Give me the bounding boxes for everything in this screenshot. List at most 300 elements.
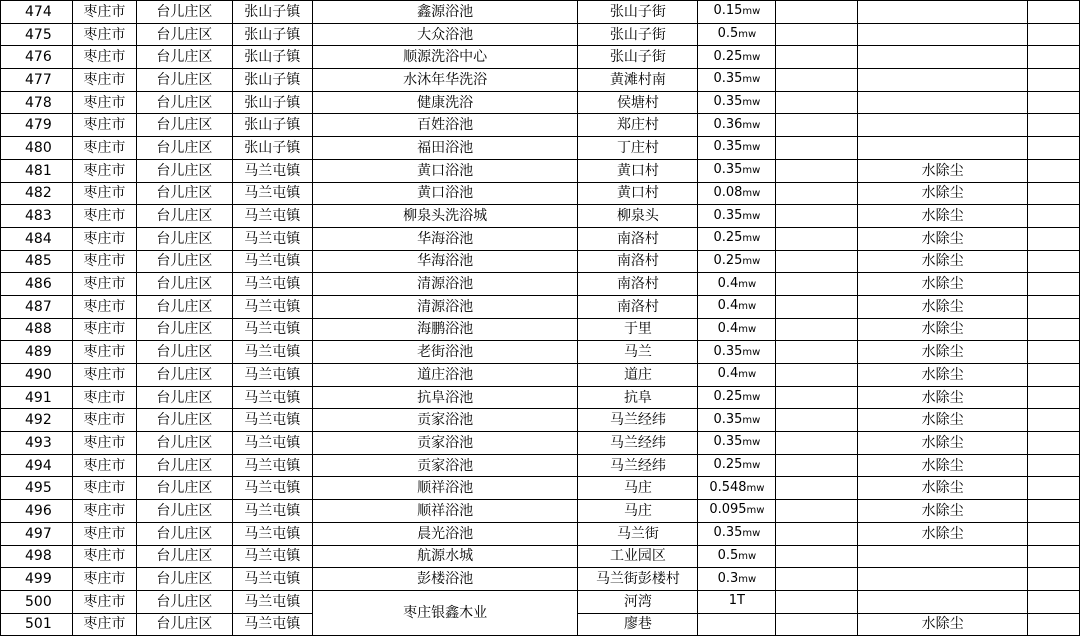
cell-district: 台儿庄区 [136, 364, 232, 387]
cell-dust-removal: 水除尘 [858, 295, 1028, 318]
cell-location: 工业园区 [578, 545, 698, 568]
capacity-value: 0.095 [709, 502, 747, 518]
capacity-value: 1T [728, 593, 745, 609]
cell-number: 487 [1, 295, 73, 318]
cell-number: 496 [1, 500, 73, 523]
cell-empty [1028, 545, 1080, 568]
cell-number: 497 [1, 522, 73, 545]
cell-town: 马兰屯镇 [232, 273, 312, 296]
capacity-unit: mw [738, 301, 757, 313]
capacity-value: 0.4 [717, 298, 739, 314]
cell-city: 枣庄市 [72, 69, 136, 92]
cell-empty [1028, 454, 1080, 477]
cell-unit-name: 贡家浴池 [312, 432, 578, 455]
cell-number: 476 [1, 46, 73, 69]
cell-empty [776, 500, 858, 523]
cell-town: 张山子镇 [232, 1, 312, 24]
cell-town: 马兰屯镇 [232, 454, 312, 477]
cell-empty [776, 295, 858, 318]
cell-number: 500 [1, 590, 73, 613]
cell-number: 494 [1, 454, 73, 477]
cell-city: 枣庄市 [72, 409, 136, 432]
capacity-value: 0.35 [713, 139, 743, 155]
cell-location: 马兰经纬 [578, 454, 698, 477]
cell-empty [1028, 522, 1080, 545]
cell-dust-removal: 水除尘 [858, 522, 1028, 545]
capacity-unit: mw [746, 505, 765, 517]
cell-dust-removal: 水除尘 [858, 386, 1028, 409]
cell-empty [776, 91, 858, 114]
cell-district: 台儿庄区 [136, 613, 232, 636]
capacity-value: 0.25 [713, 252, 743, 268]
cell-empty [776, 114, 858, 137]
cell-district: 台儿庄区 [136, 568, 232, 591]
cell-empty [776, 46, 858, 69]
cell-unit-name: 水沐年华洗浴 [312, 69, 578, 92]
cell-city: 枣庄市 [72, 295, 136, 318]
capacity-unit: mw [738, 369, 757, 381]
cell-location: 马兰街彭楼村 [578, 568, 698, 591]
cell-empty [1028, 386, 1080, 409]
cell-empty [1028, 295, 1080, 318]
cell-empty [776, 341, 858, 364]
capacity-value: 0.4 [717, 320, 739, 336]
capacity-unit: mw [742, 6, 761, 18]
capacity-unit: mw [738, 323, 757, 335]
cell-capacity [698, 46, 776, 69]
table-row [1, 590, 1080, 613]
cell-capacity [698, 295, 776, 318]
cell-unit-name: 航源水城 [312, 545, 578, 568]
cell-location: 侯塘村 [578, 91, 698, 114]
cell-location: 黄口村 [578, 159, 698, 182]
cell-capacity [698, 250, 776, 273]
cell-dust-removal: 水除尘 [858, 159, 1028, 182]
cell-empty [776, 454, 858, 477]
cell-empty [1028, 409, 1080, 432]
capacity-unit: mw [742, 119, 761, 131]
cell-dust-removal: 水除尘 [858, 454, 1028, 477]
cell-location: 马兰 [578, 341, 698, 364]
cell-empty [1028, 1, 1080, 24]
capacity-value: 0.5 [717, 547, 739, 563]
cell-unit-name: 顺祥浴池 [312, 477, 578, 500]
cell-number: 485 [1, 250, 73, 273]
table-row [1, 477, 1080, 500]
cell-town: 张山子镇 [232, 91, 312, 114]
cell-empty [1028, 23, 1080, 46]
cell-town: 马兰屯镇 [232, 227, 312, 250]
cell-dust-removal [858, 568, 1028, 591]
cell-dust-removal [858, 114, 1028, 137]
cell-unit-name: 华海浴池 [312, 250, 578, 273]
cell-capacity [698, 205, 776, 228]
capacity-unit: mw [742, 210, 761, 222]
cell-capacity [698, 364, 776, 387]
cell-city: 枣庄市 [72, 613, 136, 636]
cell-dust-removal: 水除尘 [858, 341, 1028, 364]
capacity-value: 0.5 [717, 26, 739, 42]
table-row [1, 273, 1080, 296]
cell-city: 枣庄市 [72, 454, 136, 477]
cell-location: 马庄 [578, 500, 698, 523]
cell-empty [776, 159, 858, 182]
cell-capacity [698, 545, 776, 568]
table-row [1, 454, 1080, 477]
cell-district: 台儿庄区 [136, 205, 232, 228]
table-row [1, 409, 1080, 432]
cell-number: 477 [1, 69, 73, 92]
cell-capacity [698, 69, 776, 92]
cell-empty [1028, 273, 1080, 296]
cell-district: 台儿庄区 [136, 1, 232, 24]
table-row [1, 23, 1080, 46]
capacity-unit: mw [742, 142, 761, 154]
cell-unit-name: 福田浴池 [312, 137, 578, 160]
cell-town: 马兰屯镇 [232, 295, 312, 318]
cell-capacity [698, 500, 776, 523]
table-row [1, 137, 1080, 160]
cell-empty [1028, 250, 1080, 273]
capacity-unit: mw [742, 51, 761, 63]
cell-dust-removal: 水除尘 [858, 477, 1028, 500]
cell-district: 台儿庄区 [136, 545, 232, 568]
cell-dust-removal: 水除尘 [858, 613, 1028, 636]
cell-district: 台儿庄区 [136, 114, 232, 137]
capacity-unit: mw [738, 550, 757, 562]
table-row [1, 205, 1080, 228]
cell-empty [1028, 590, 1080, 613]
cell-city: 枣庄市 [72, 159, 136, 182]
cell-capacity [698, 91, 776, 114]
cell-empty [1028, 500, 1080, 523]
cell-dust-removal: 水除尘 [858, 205, 1028, 228]
cell-empty [776, 364, 858, 387]
capacity-unit: mw [742, 74, 761, 86]
cell-unit-name: 大众浴池 [312, 23, 578, 46]
cell-location: 张山子街 [578, 1, 698, 24]
cell-capacity [698, 182, 776, 205]
cell-capacity [698, 318, 776, 341]
cell-dust-removal [858, 1, 1028, 24]
cell-town: 马兰屯镇 [232, 590, 312, 613]
table-row [1, 318, 1080, 341]
cell-town: 张山子镇 [232, 46, 312, 69]
cell-location: 丁庄村 [578, 137, 698, 160]
cell-location: 河湾 [578, 590, 698, 613]
cell-dust-removal [858, 137, 1028, 160]
cell-capacity [698, 159, 776, 182]
cell-number: 488 [1, 318, 73, 341]
cell-location: 郑庄村 [578, 114, 698, 137]
cell-location: 马庄 [578, 477, 698, 500]
capacity-unit: mw [742, 165, 761, 177]
cell-dust-removal [858, 91, 1028, 114]
cell-dust-removal [858, 69, 1028, 92]
cell-city: 枣庄市 [72, 1, 136, 24]
cell-empty [1028, 341, 1080, 364]
capacity-value: 0.35 [713, 94, 743, 110]
capacity-unit: mw [746, 482, 765, 494]
cell-district: 台儿庄区 [136, 341, 232, 364]
cell-empty [776, 409, 858, 432]
capacity-value: 0.36 [713, 116, 743, 132]
capacity-value: 0.35 [713, 71, 743, 87]
cell-unit-name: 贡家浴池 [312, 409, 578, 432]
cell-city: 枣庄市 [72, 545, 136, 568]
cell-town: 马兰屯镇 [232, 568, 312, 591]
cell-dust-removal [858, 545, 1028, 568]
cell-empty [1028, 205, 1080, 228]
cell-number: 481 [1, 159, 73, 182]
capacity-value: 0.548 [709, 479, 747, 495]
cell-number: 498 [1, 545, 73, 568]
cell-number: 482 [1, 182, 73, 205]
cell-district: 台儿庄区 [136, 46, 232, 69]
cell-district: 台儿庄区 [136, 137, 232, 160]
cell-location: 抗阜 [578, 386, 698, 409]
cell-unit-name: 彭楼浴池 [312, 568, 578, 591]
cell-capacity [698, 23, 776, 46]
table-row [1, 91, 1080, 114]
cell-empty [1028, 227, 1080, 250]
cell-town: 马兰屯镇 [232, 432, 312, 455]
cell-dust-removal: 水除尘 [858, 432, 1028, 455]
cell-capacity [698, 432, 776, 455]
cell-district: 台儿庄区 [136, 500, 232, 523]
cell-district: 台儿庄区 [136, 23, 232, 46]
cell-capacity [698, 1, 776, 24]
capacity-unit: mw [742, 233, 761, 245]
cell-dust-removal: 水除尘 [858, 182, 1028, 205]
cell-district: 台儿庄区 [136, 522, 232, 545]
cell-unit-name: 顺祥浴池 [312, 500, 578, 523]
cell-capacity [698, 137, 776, 160]
cell-capacity [698, 409, 776, 432]
cell-number: 479 [1, 114, 73, 137]
cell-location: 南洛村 [578, 295, 698, 318]
cell-capacity [698, 522, 776, 545]
cell-dust-removal: 水除尘 [858, 227, 1028, 250]
cell-empty [776, 250, 858, 273]
table-body [1, 1, 1080, 636]
cell-empty [1028, 477, 1080, 500]
cell-town: 马兰屯镇 [232, 545, 312, 568]
cell-city: 枣庄市 [72, 227, 136, 250]
cell-district: 台儿庄区 [136, 295, 232, 318]
cell-empty [776, 522, 858, 545]
cell-district: 台儿庄区 [136, 182, 232, 205]
cell-number: 489 [1, 341, 73, 364]
cell-unit-name: 黄口浴池 [312, 159, 578, 182]
cell-unit-name: 健康洗浴 [312, 91, 578, 114]
cell-location: 马兰经纬 [578, 432, 698, 455]
cell-location: 张山子街 [578, 23, 698, 46]
cell-city: 枣庄市 [72, 137, 136, 160]
cell-town: 张山子镇 [232, 137, 312, 160]
cell-unit-name: 晨光浴池 [312, 522, 578, 545]
capacity-value: 0.35 [713, 434, 743, 450]
cell-town: 马兰屯镇 [232, 182, 312, 205]
table-row [1, 250, 1080, 273]
cell-capacity [698, 227, 776, 250]
cell-town: 马兰屯镇 [232, 364, 312, 387]
cell-number: 495 [1, 477, 73, 500]
cell-unit-name: 华海浴池 [312, 227, 578, 250]
cell-city: 枣庄市 [72, 91, 136, 114]
cell-capacity [698, 590, 776, 613]
cell-unit-name: 鑫源浴池 [312, 1, 578, 24]
cell-location: 南洛村 [578, 273, 698, 296]
table-row [1, 1, 1080, 24]
cell-district: 台儿庄区 [136, 386, 232, 409]
cell-empty [776, 432, 858, 455]
table-row [1, 386, 1080, 409]
cell-empty [776, 205, 858, 228]
cell-town: 马兰屯镇 [232, 409, 312, 432]
cell-empty [1028, 114, 1080, 137]
cell-dust-removal [858, 46, 1028, 69]
cell-location: 南洛村 [578, 227, 698, 250]
capacity-value: 0.35 [713, 207, 743, 223]
table-row [1, 295, 1080, 318]
cell-number: 484 [1, 227, 73, 250]
cell-location: 马兰经纬 [578, 409, 698, 432]
cell-empty [1028, 159, 1080, 182]
cell-dust-removal: 水除尘 [858, 273, 1028, 296]
cell-city: 枣庄市 [72, 250, 136, 273]
cell-empty [776, 227, 858, 250]
cell-number: 486 [1, 273, 73, 296]
cell-number: 499 [1, 568, 73, 591]
cell-capacity [698, 114, 776, 137]
table-row [1, 432, 1080, 455]
capacity-unit: mw [738, 278, 757, 290]
table-row [1, 341, 1080, 364]
cell-empty [1028, 137, 1080, 160]
cell-dust-removal: 水除尘 [858, 364, 1028, 387]
cell-empty [776, 318, 858, 341]
cell-location: 廖巷 [578, 613, 698, 636]
cell-capacity [698, 477, 776, 500]
cell-empty [1028, 568, 1080, 591]
table-row [1, 227, 1080, 250]
cell-town: 马兰屯镇 [232, 522, 312, 545]
cell-unit-name: 清源浴池 [312, 295, 578, 318]
table-row [1, 500, 1080, 523]
cell-capacity [698, 386, 776, 409]
table-row [1, 69, 1080, 92]
cell-unit-name: 枣庄银鑫木业 [312, 590, 578, 635]
cell-capacity [698, 613, 776, 636]
capacity-value: 0.4 [717, 366, 739, 382]
cell-city: 枣庄市 [72, 318, 136, 341]
cell-unit-name: 抗阜浴池 [312, 386, 578, 409]
cell-dust-removal: 水除尘 [858, 318, 1028, 341]
table-row [1, 522, 1080, 545]
capacity-value: 0.35 [713, 525, 743, 541]
cell-location: 张山子街 [578, 46, 698, 69]
cell-district: 台儿庄区 [136, 69, 232, 92]
cell-dust-removal: 水除尘 [858, 250, 1028, 273]
cell-dust-removal [858, 23, 1028, 46]
capacity-unit: mw [742, 437, 761, 449]
cell-empty [776, 182, 858, 205]
cell-location: 黄口村 [578, 182, 698, 205]
cell-location: 黄滩村南 [578, 69, 698, 92]
table-row [1, 364, 1080, 387]
cell-city: 枣庄市 [72, 23, 136, 46]
cell-town: 马兰屯镇 [232, 159, 312, 182]
cell-empty [1028, 182, 1080, 205]
cell-unit-name: 老街浴池 [312, 341, 578, 364]
cell-town: 马兰屯镇 [232, 500, 312, 523]
cell-city: 枣庄市 [72, 590, 136, 613]
cell-empty [1028, 91, 1080, 114]
capacity-value: 0.08 [713, 184, 743, 200]
cell-town: 马兰屯镇 [232, 318, 312, 341]
cell-empty [776, 23, 858, 46]
cell-city: 枣庄市 [72, 46, 136, 69]
capacity-unit: mw [742, 460, 761, 472]
cell-district: 台儿庄区 [136, 318, 232, 341]
cell-number: 490 [1, 364, 73, 387]
cell-unit-name: 道庄浴池 [312, 364, 578, 387]
capacity-unit: mw [738, 573, 757, 585]
cell-district: 台儿庄区 [136, 159, 232, 182]
cell-district: 台儿庄区 [136, 590, 232, 613]
cell-city: 枣庄市 [72, 364, 136, 387]
table-row [1, 46, 1080, 69]
cell-empty [776, 137, 858, 160]
capacity-value: 0.3 [717, 570, 739, 586]
cell-city: 枣庄市 [72, 114, 136, 137]
cell-capacity [698, 568, 776, 591]
cell-empty [776, 386, 858, 409]
cell-unit-name: 贡家浴池 [312, 454, 578, 477]
cell-capacity [698, 454, 776, 477]
cell-capacity [698, 273, 776, 296]
cell-empty [776, 590, 858, 613]
table-row [1, 568, 1080, 591]
capacity-unit: mw [742, 528, 761, 540]
cell-town: 马兰屯镇 [232, 613, 312, 636]
cell-town: 张山子镇 [232, 69, 312, 92]
cell-location: 南洛村 [578, 250, 698, 273]
cell-town: 马兰屯镇 [232, 386, 312, 409]
table-row [1, 159, 1080, 182]
table-row [1, 545, 1080, 568]
cell-town: 马兰屯镇 [232, 477, 312, 500]
cell-empty [776, 273, 858, 296]
capacity-value: 0.35 [713, 343, 743, 359]
cell-empty [1028, 364, 1080, 387]
cell-number: 501 [1, 613, 73, 636]
capacity-unit: mw [742, 346, 761, 358]
cell-unit-name: 百姓浴池 [312, 114, 578, 137]
cell-city: 枣庄市 [72, 205, 136, 228]
table-row [1, 114, 1080, 137]
cell-number: 480 [1, 137, 73, 160]
cell-location: 马兰街 [578, 522, 698, 545]
capacity-value: 0.25 [713, 457, 743, 473]
cell-town: 马兰屯镇 [232, 341, 312, 364]
capacity-value: 0.35 [713, 162, 743, 178]
cell-number: 475 [1, 23, 73, 46]
cell-location: 柳泉头 [578, 205, 698, 228]
capacity-unit: mw [742, 392, 761, 404]
cell-district: 台儿庄区 [136, 91, 232, 114]
